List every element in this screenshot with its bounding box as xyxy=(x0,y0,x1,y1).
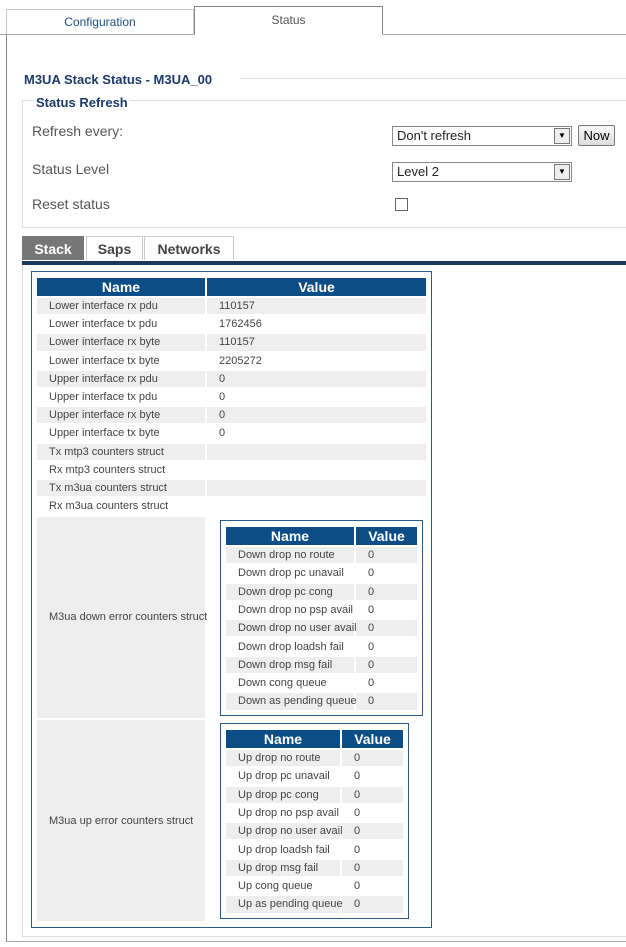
status-level-label: Status Level xyxy=(32,161,110,177)
row-value-cell: 110157 xyxy=(219,300,255,312)
table-row xyxy=(356,620,417,636)
row-name-cell: Down cong queue xyxy=(238,677,327,690)
row-name-cell: Down drop pc unavail xyxy=(238,567,344,580)
sub-column-header-value: Value xyxy=(342,730,403,748)
dropdown-arrow-icon[interactable]: ▼ xyxy=(554,164,570,180)
table-row xyxy=(356,547,417,563)
table-row xyxy=(356,675,417,691)
row-value-cell: 0 xyxy=(368,677,375,690)
row-name-cell: Down drop msg fail xyxy=(238,658,333,671)
row-value-cell: 0 xyxy=(354,788,361,801)
up-error-struct-label: M3ua up error counters struct xyxy=(49,815,194,827)
table-row xyxy=(207,425,426,441)
table-row xyxy=(207,371,426,387)
row-name-cell: Up drop no route xyxy=(238,752,321,764)
down-error-struct-label: M3ua down error counters struct xyxy=(49,611,208,623)
refresh-every-label: Refresh every: xyxy=(32,123,124,139)
table-row xyxy=(207,444,426,460)
row-name-cell: Up cong queue xyxy=(238,880,313,893)
row-name-cell: Up drop pc cong xyxy=(238,788,319,801)
table-row xyxy=(356,639,417,655)
table-row xyxy=(342,842,403,858)
row-name-cell: Upper interface tx pdu xyxy=(49,391,158,403)
row-value-cell: 0 xyxy=(219,427,226,440)
sub-column-header-name: Name xyxy=(226,527,354,545)
row-value-cell: 0 xyxy=(354,752,361,764)
row-value-cell: 110157 xyxy=(219,336,255,349)
row-name-cell: Up drop loadsh fail xyxy=(238,843,330,856)
row-name-cell: Rx mtp3 counters struct xyxy=(49,463,166,476)
row-name-cell: Lower interface tx pdu xyxy=(49,318,158,331)
status-level-select[interactable] xyxy=(392,162,572,182)
row-value-cell: 0 xyxy=(354,806,361,819)
sub-column-header-name: Name xyxy=(226,730,340,748)
row-value-cell: 0 xyxy=(368,567,375,580)
dropdown-arrow-icon[interactable]: ▼ xyxy=(554,128,570,144)
row-name-cell: Tx mtp3 counters struct xyxy=(49,445,164,458)
top-tab-bar xyxy=(0,0,626,35)
table-row xyxy=(356,602,417,618)
reset-status-checkbox[interactable] xyxy=(395,198,408,211)
row-value-cell: 0 xyxy=(354,843,361,856)
row-name-cell: Upper interface rx pdu xyxy=(49,372,158,385)
row-name-cell: Lower interface rx pdu xyxy=(49,300,158,312)
row-value-cell: 0 xyxy=(354,770,361,783)
row-name-cell: Upper interface rx byte xyxy=(49,409,161,422)
row-name-cell: Down drop pc cong xyxy=(238,585,333,598)
row-value-cell: 0 xyxy=(219,372,226,385)
table-row xyxy=(342,750,403,766)
row-name-cell: Up drop no psp avail xyxy=(238,806,339,819)
row-value-cell: 0 xyxy=(368,549,375,561)
row-value-cell: 0 xyxy=(368,622,375,635)
tab-stack[interactable]: Stack xyxy=(22,236,84,260)
table-row xyxy=(342,878,403,894)
row-value-cell: 0 xyxy=(368,585,375,598)
row-name-cell: Up drop pc unavail xyxy=(238,770,330,783)
table-row xyxy=(342,896,403,912)
now-button[interactable]: Now xyxy=(578,125,615,146)
table-row xyxy=(207,462,426,478)
column-header-name: Name xyxy=(37,278,205,296)
reset-status-label: Reset status xyxy=(32,196,110,212)
row-value-cell: 0 xyxy=(368,695,375,708)
table-row xyxy=(207,389,426,405)
row-value-cell: 0 xyxy=(368,603,375,616)
row-name-cell: Up as pending queue xyxy=(238,898,343,911)
row-name-cell: Down drop loadsh fail xyxy=(238,640,344,653)
row-name-cell: Lower interface rx byte xyxy=(49,336,161,349)
row-value-cell: 0 xyxy=(354,898,361,911)
tab-saps[interactable]: Saps xyxy=(86,236,143,260)
tab-networks[interactable]: Networks xyxy=(144,236,234,260)
table-row xyxy=(356,565,417,581)
table-row xyxy=(356,693,417,709)
title-divider xyxy=(240,78,626,79)
table-row xyxy=(207,480,426,496)
row-name-cell: Down drop no route xyxy=(238,549,335,561)
row-value-cell: 0 xyxy=(219,391,226,403)
table-row xyxy=(342,860,403,876)
row-value-cell: 0 xyxy=(354,880,361,893)
row-value-cell: 0 xyxy=(354,861,361,874)
row-value-cell: 0 xyxy=(368,658,375,671)
table-row xyxy=(356,584,417,600)
row-name-cell: Rx m3ua counters struct xyxy=(49,500,169,513)
row-name-cell: Tx m3ua counters struct xyxy=(49,482,167,494)
row-name-cell: Down drop no user avail xyxy=(238,622,357,635)
table-row xyxy=(207,407,426,423)
row-name-cell: Upper interface tx byte xyxy=(49,427,160,440)
table-row xyxy=(342,787,403,803)
tab-configuration[interactable]: Configuration xyxy=(6,9,194,34)
row-value-cell: 0 xyxy=(368,640,375,653)
row-name-cell: Up drop msg fail xyxy=(238,861,319,874)
table-row xyxy=(342,823,403,839)
page-title: M3UA Stack Status - M3UA_00 xyxy=(24,72,213,87)
status-refresh-legend: Status Refresh xyxy=(36,95,128,110)
table-row xyxy=(356,657,417,673)
table-row xyxy=(342,768,403,784)
row-value-cell: 1762456 xyxy=(219,318,262,331)
refresh-every-value: Don't refresh xyxy=(397,128,472,143)
row-value-cell: 0 xyxy=(354,825,361,838)
row-value-cell: 0 xyxy=(219,409,226,422)
row-name-cell: Down drop no psp avail xyxy=(238,603,353,616)
refresh-every-select[interactable] xyxy=(392,126,572,146)
status-level-value: Level 2 xyxy=(397,164,439,179)
row-name-cell: Down as pending queue xyxy=(238,695,357,708)
sub-column-header-value: Value xyxy=(356,527,417,545)
table-row xyxy=(342,805,403,821)
row-name-cell: Up drop no user avail xyxy=(238,825,343,838)
row-value-cell: 2205272 xyxy=(219,354,262,367)
tab-status[interactable]: Status xyxy=(194,6,383,35)
table-row xyxy=(207,498,426,514)
column-header-value: Value xyxy=(207,278,426,296)
row-name-cell: Lower interface tx byte xyxy=(49,354,160,367)
